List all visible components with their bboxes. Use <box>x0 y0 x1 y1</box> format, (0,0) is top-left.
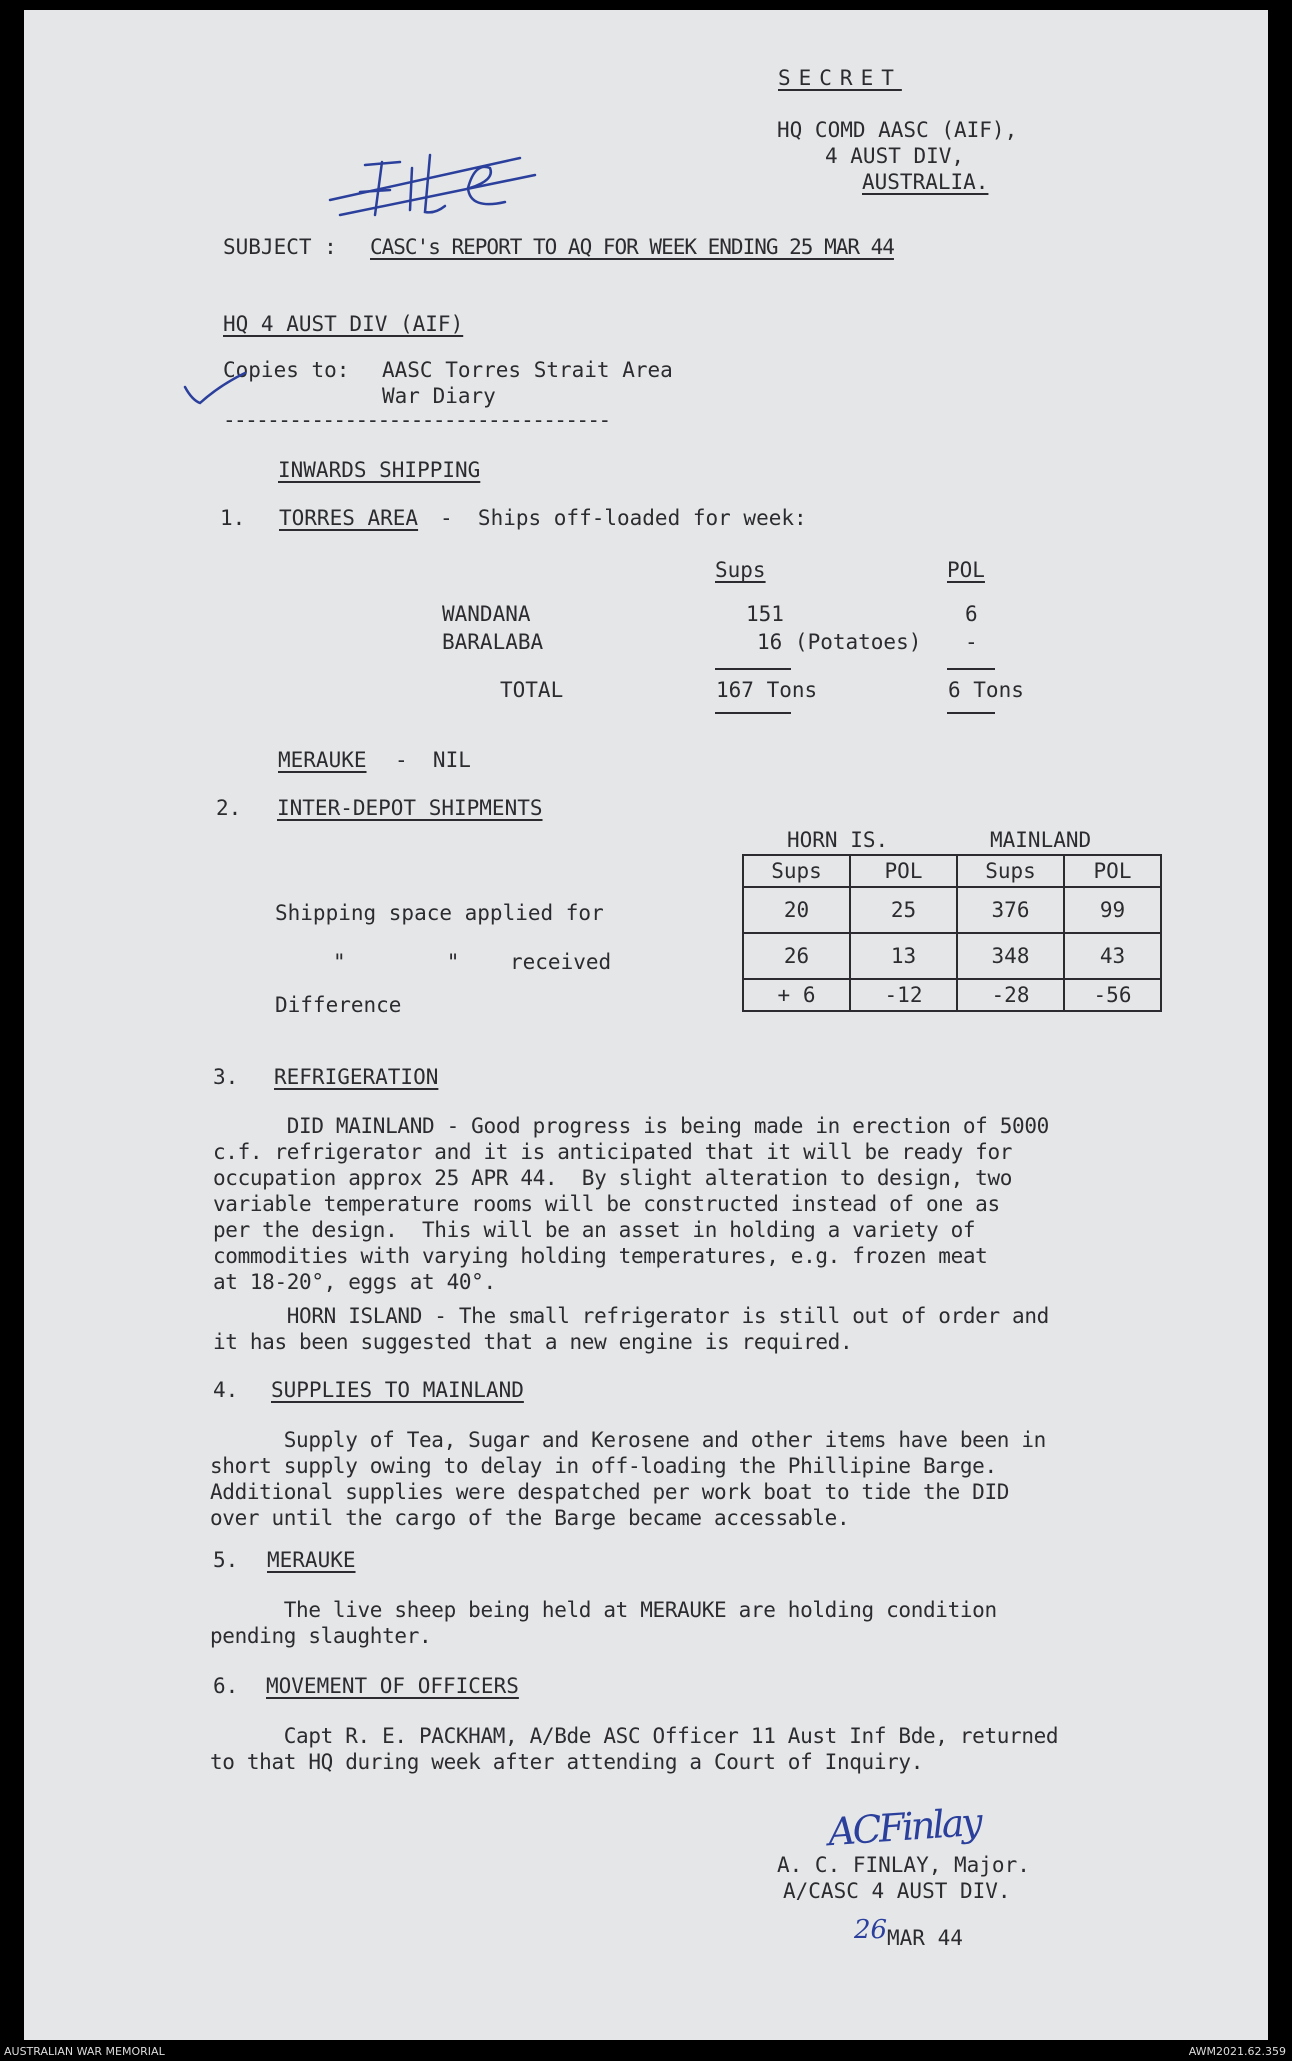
address-line-3: AUSTRALIA. <box>862 170 989 194</box>
table-cell: 13 <box>850 933 957 979</box>
ship-pol: - <box>965 630 978 654</box>
merauke-heading: MERAUKE <box>267 1548 356 1572</box>
archive-credit: AUSTRALIAN WAR MEMORIAL <box>4 2045 165 2058</box>
copies-label: Copies to: <box>223 358 350 382</box>
table-cell: -28 <box>957 979 1064 1011</box>
table-header-cell: Sups <box>957 855 1064 887</box>
table-cell: 25 <box>850 887 957 933</box>
refrigeration-paragraph-1: DID MAINLAND - Good progress is being made in erection of 5000 c.f. refrigerator and it is anticipated that it will be ready for occupation approx 25 APR 44. By slight alteration to design, two variable temperature rooms will be constructed instead of one as per the design. This will be an asset in holding a variety of commodities with varying holding temperatures, e.g. frozen meat at 18-20°, eggs at 40°. <box>213 1114 1049 1294</box>
merauke-shipping-heading: MERAUKE <box>278 748 367 772</box>
subject-text: CASC's REPORT TO AQ FOR WEEK ENDING 25 MAR 44 <box>370 235 894 259</box>
row-label: Shipping space applied for <box>275 901 604 925</box>
merauke-paragraph: The live sheep being held at MERAUKE are holding condition pending slaughter. <box>210 1598 997 1648</box>
torres-area-text: - Ships off-loaded for week: <box>440 506 807 530</box>
table-cell: 43 <box>1064 933 1161 979</box>
addressee: HQ 4 AUST DIV (AIF) <box>223 312 464 336</box>
table-header-cell: POL <box>1064 855 1161 887</box>
ship-name: BARALABA <box>442 630 544 654</box>
total-double-rule-pol <box>947 712 995 714</box>
total-rule-sups <box>715 668 791 670</box>
address-line-2: 4 AUST DIV, <box>825 144 965 168</box>
total-rule-pol <box>947 668 995 670</box>
checkmark-annotation <box>180 365 250 410</box>
refrigeration-paragraph-2: HORN ISLAND - The small refrigerator is still out of order and it has been suggested that a new engine is required. <box>213 1304 1049 1354</box>
row-label: " " received <box>333 950 612 974</box>
table-cell: 26 <box>743 933 850 979</box>
table-cell: 348 <box>957 933 1064 979</box>
archive-reference: AWM2021.62.359 <box>1188 2045 1286 2058</box>
supplies-paragraph: Supply of Tea, Sugar and Kerosene and other items have been in short supply owing to delay in off-loading the Phillipine Barge. Additional supplies were despatched per work boat to tide the DID over until the cargo of the Barge became accessable. <box>210 1428 1046 1530</box>
total-double-rule-sups <box>715 712 791 714</box>
ship-sups: 16 (Potatoes) <box>757 630 922 654</box>
signatory-name: A. C. FINLAY, Major. <box>777 1853 1030 1877</box>
item-3-number: 3. <box>213 1065 239 1089</box>
table-row <box>743 933 1161 979</box>
ship-name: WANDANA <box>442 602 531 626</box>
table-cell: 99 <box>1064 887 1161 933</box>
supplies-heading: SUPPLIES TO MAINLAND <box>271 1378 524 1402</box>
table-cell: 20 <box>743 887 850 933</box>
table-header-cell: Sups <box>743 855 850 887</box>
merauke-shipping-text: - NIL <box>395 748 471 772</box>
subject-label: SUBJECT : <box>223 235 337 259</box>
item-2-number: 2. <box>216 796 242 820</box>
table-cell: + 6 <box>743 979 850 1011</box>
copies-separator: ----------------------------------- <box>223 408 610 432</box>
total-sups: 167 Tons <box>716 678 818 702</box>
signatory-title: A/CASC 4 AUST DIV. <box>783 1879 1011 1903</box>
table-header-cell: POL <box>850 855 957 887</box>
col-sups-header: Sups <box>715 558 766 582</box>
officers-heading: MOVEMENT OF OFFICERS <box>266 1674 519 1698</box>
table-cell: -12 <box>850 979 957 1011</box>
address-line-1: HQ COMD AASC (AIF), <box>777 118 1018 142</box>
officers-paragraph: Capt R. E. PACKHAM, A/Bde ASC Officer 11 Aust Inf Bde, returned to that HQ during week after attending a Court of Inquiry. <box>210 1724 1059 1774</box>
total-label: TOTAL <box>500 678 564 702</box>
inwards-shipping-heading: INWARDS SHIPPING <box>278 458 481 482</box>
ship-sups: 151 <box>746 602 784 626</box>
ship-pol: 6 <box>965 602 978 626</box>
table-cell: 376 <box>957 887 1064 933</box>
copies-line-2: War Diary <box>382 384 496 408</box>
classification-label: SECRET <box>778 66 902 90</box>
copies-line-1: AASC Torres Strait Area <box>382 358 673 382</box>
inter-depot-heading: INTER-DEPOT SHIPMENTS <box>277 796 543 820</box>
item-4-number: 4. <box>213 1378 239 1402</box>
item-6-number: 6. <box>213 1674 239 1698</box>
table-row <box>743 979 1161 1011</box>
item-5-number: 5. <box>213 1548 239 1572</box>
table-row <box>743 887 1161 933</box>
table-cell: -56 <box>1064 979 1161 1011</box>
handwritten-file-note <box>320 140 560 230</box>
table-header-row <box>743 855 1161 887</box>
horn-island-group-header: HORN IS. <box>787 828 889 852</box>
handwritten-date-day: 26 <box>854 1915 888 1945</box>
handwritten-signature: ACFinlay <box>826 1799 982 1855</box>
torres-area-heading: TORRES AREA <box>279 506 419 530</box>
row-label: Difference <box>275 993 402 1017</box>
item-1-number: 1. <box>220 506 246 530</box>
inter-depot-table <box>742 854 1162 1012</box>
mainland-group-header: MAINLAND <box>990 828 1092 852</box>
col-pol-header: POL <box>947 558 985 582</box>
total-pol: 6 Tons <box>948 678 1024 702</box>
refrigeration-heading: REFRIGERATION <box>274 1065 439 1089</box>
date-month-year: MAR 44 <box>887 1926 963 1950</box>
